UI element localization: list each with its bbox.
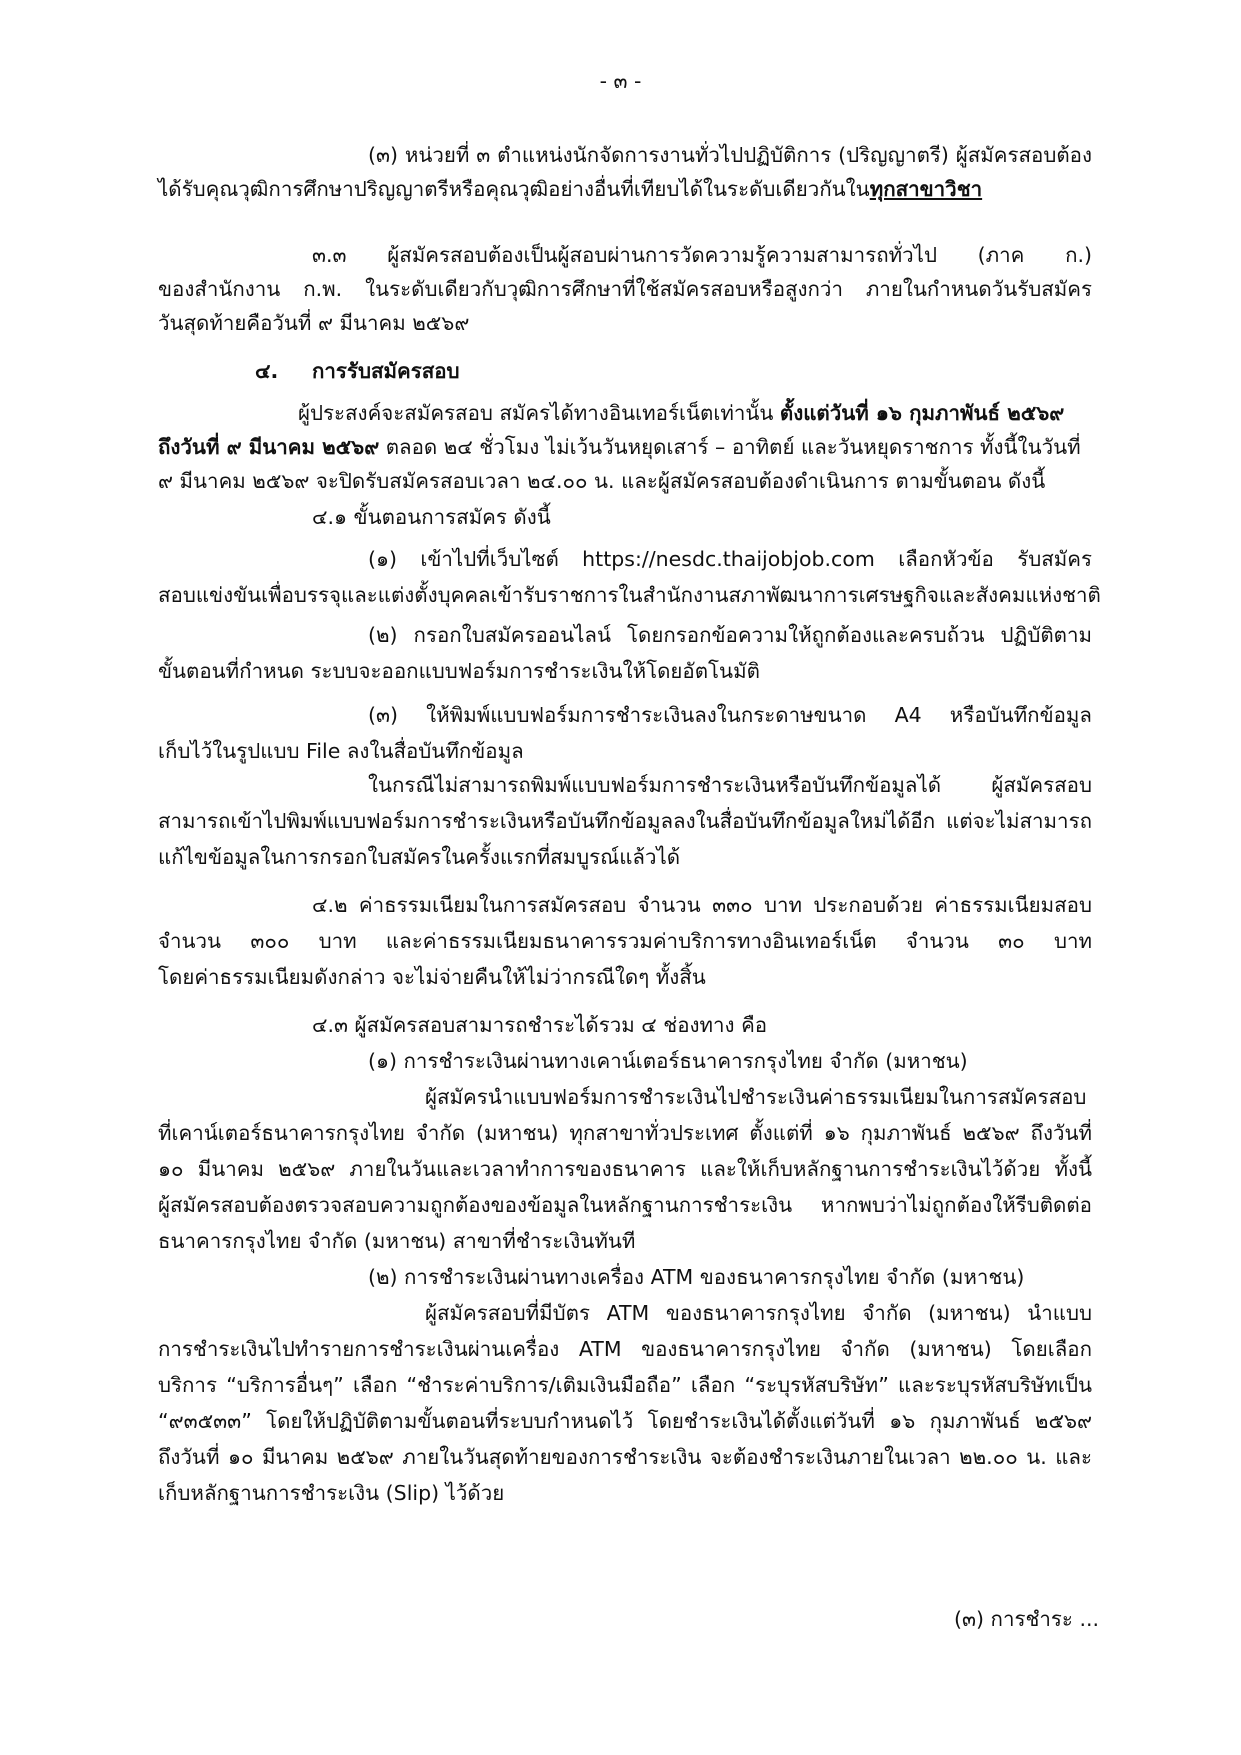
paragraph-line: ๑๐ มีนาคม ๒๕๖๙ ภายในวันและเวลาทำการของธนาคาร และให้เก็บหลักฐานการชำระเงินไว้ด้วย ทั้งนี้ — [158, 1157, 1092, 1181]
channel-title: (๑) การชำระเงินผ่านทางเคาน์เตอร์ธนาคารกรุงไทย จำกัด (มหาชน) — [368, 1049, 968, 1073]
paragraph-line: โดยค่าธรรมเนียมดังกล่าว จะไม่จ่ายคืนให้ไม่ว่ากรณีใดๆ ทั้งสิ้น — [158, 965, 706, 989]
bold-date: ถึงวันที่ ๙ มีนาคม ๒๕๖๙ — [158, 435, 380, 459]
paragraph-line: สอบแข่งขันเพื่อบรรจุและแต่งตั้งบุคคลเข้ารับราชการในสำนักงานสภาพัฒนาการเศรษฐกิจและสังคมแห่งชาติ — [158, 583, 1101, 607]
paragraph-line: เก็บไว้ในรูปแบบ File ลงในสื่อบันทึกข้อมูล — [158, 739, 524, 763]
paragraph-line: ขั้นตอนที่กำหนด ระบบจะออกแบบฟอร์มการชำระเงินให้โดยอัตโนมัติ — [158, 659, 760, 683]
section-number: ๔. — [255, 359, 279, 383]
paragraph-line: “๙๓๕๓๓” โดยให้ปฏิบัติตามขั้นตอนที่ระบบกำหนดไว้ โดยชำระเงินได้ตั้งแต่วันที่ ๑๖ กุมภาพันธ์ ๒๕๖๙ — [158, 1409, 1092, 1433]
paragraph-line: ผู้สมัครนำแบบฟอร์มการชำระเงินไปชำระเงินค่าธรรมเนียมในการสมัครสอบ — [425, 1085, 1087, 1109]
paragraph-line: ถึงวันที่ ๑๐ มีนาคม ๒๕๖๙ ภายในวันสุดท้ายของการชำระเงิน จะต้องชำระเงินภายในเวลา ๒๒.๐๐ น. และ — [158, 1445, 1092, 1469]
channel-title: (๒) การชำระเงินผ่านทางเครื่อง ATM ของธนาคารกรุงไทย จำกัด (มหาชน) — [368, 1265, 1025, 1289]
paragraph-line: ๔.๒ ค่าธรรมเนียมในการสมัครสอบ จำนวน ๓๓๐ บาท ประกอบด้วย ค่าธรรมเนียมสอบ — [312, 893, 1092, 917]
section-title: การรับสมัครสอบ — [312, 359, 460, 383]
paragraph-line: จำนวน ๓๐๐ บาท และค่าธรรมเนียมธนาคารรวมค่าบริการทางอินเทอร์เน็ต จำนวน ๓๐ บาท — [158, 929, 1092, 953]
paragraph-line — [158, 432, 1081, 462]
paragraph-line: ธนาคารกรุงไทย จำกัด (มหาชน) สาขาที่ชำระเงินทันที — [158, 1229, 636, 1253]
paragraph-line: ผู้สมัครสอบต้องตรวจสอบความถูกต้องของข้อมูลในหลักฐานการชำระเงิน หากพบว่าไม่ถูกต้องให้รีบติดต่อ — [158, 1193, 1092, 1217]
paragraph-line: สามารถเข้าไปพิมพ์แบบฟอร์มการชำระเงินหรือบันทึกข้อมูลลงในสื่อบันทึกข้อมูลใหม่ได้อีก แต่จะไม่สามารถ — [158, 809, 1092, 833]
underlined-emphasis: ทุกสาขาวิชา — [869, 177, 983, 201]
paragraph-line: ในกรณีไม่สามารถพิมพ์แบบฟอร์มการชำระเงินหรือบันทึกข้อมูลได้ ผู้สมัครสอบ — [368, 773, 1092, 797]
paragraph-text: ได้รับคุณวุฒิการศึกษาปริญญาตรีหรือคุณวุฒิอย่างอื่นที่เทียบได้ในระดับเดียวกันใน — [158, 177, 870, 201]
paragraph-line: ๙ มีนาคม ๒๕๖๙ จะปิดรับสมัครสอบเวลา ๒๔.๐๐ น. และผู้สมัครสอบต้องดำเนินการ ตามขั้นตอน ดังนี้ — [158, 469, 1046, 493]
paragraph-line: (๑) เข้าไปที่เว็บไซต์ https://nesdc.thaijobjob.com เลือกหัวข้อ รับสมัคร — [368, 547, 1092, 571]
paragraph-line: ของสำนักงาน ก.พ. ในระดับเดียวกับวุฒิการศึกษาที่ใช้สมัครสอบหรือสูงกว่า ภายในกำหนดวันรับสมัคร — [158, 277, 1092, 301]
paragraph-text: ตลอด ๒๔ ชั่วโมง ไม่เว้นวันหยุดเสาร์ – อาทิตย์ และวันหยุดราชการ ทั้งนี้ในวันที่ — [379, 435, 1081, 459]
paragraph-line: (๒) กรอกใบสมัครออนไลน์ โดยกรอกข้อความให้ถูกต้องและครบถ้วน ปฏิบัติตาม — [368, 623, 1092, 647]
paragraph-line: (๓) ให้พิมพ์แบบฟอร์มการชำระเงินลงในกระดาษขนาด A4 หรือบันทึกข้อมูล — [368, 703, 1092, 727]
bold-date: ตั้งแต่วันที่ ๑๖ กุมภาพันธ์ ๒๕๖๙ — [779, 401, 1065, 425]
paragraph-line: ที่เคาน์เตอร์ธนาคารกรุงไทย จำกัด (มหาชน) ทุกสาขาทั่วประเทศ ตั้งแต่ที่ ๑๖ กุมภาพันธ์ ๒๕๖๙ ถึงวันที่ — [158, 1121, 1092, 1145]
paragraph-text: ผู้ประสงค์จะสมัครสอบ สมัครได้ทางอินเทอร์เน็ตเท่านั้น — [298, 401, 780, 425]
paragraph-line: เก็บหลักฐานการชำระเงิน (Slip) ไว้ด้วย — [158, 1481, 505, 1505]
paragraph-line: ๓.๓ ผู้สมัครสอบต้องเป็นผู้สอบผ่านการวัดความรู้ความสามารถทั่วไป (ภาค ก.) — [312, 243, 1092, 267]
subsection-heading: ๔.๓ ผู้สมัครสอบสามารถชำระได้รวม ๔ ช่องทาง คือ — [312, 1013, 768, 1037]
paragraph-line: ผู้สมัครสอบที่มีบัตร ATM ของธนาคารกรุงไทย จำกัด (มหาชน) นำแบบ — [425, 1301, 1092, 1325]
continuation-marker: (๓) การชำระ ... — [954, 1607, 1099, 1631]
page-number: - ๓ - — [599, 69, 642, 93]
paragraph-line: แก้ไขข้อมูลในการกรอกใบสมัครในครั้งแรกที่สมบูรณ์แล้วได้ — [158, 845, 681, 869]
subsection-heading: ๔.๑ ขั้นตอนการสมัคร ดังนี้ — [312, 505, 551, 529]
paragraph-line — [158, 174, 982, 204]
paragraph-line: การชำระเงินไปทำรายการชำระเงินผ่านเครื่อง ATM ของธนาคารกรุงไทย จำกัด (มหาชน) โดยเลือก — [158, 1337, 1092, 1361]
paragraph-line: (๓) หน่วยที่ ๓ ตำแหน่งนักจัดการงานทั่วไปปฏิบัติการ (ปริญญาตรี) ผู้สมัครสอบต้อง — [368, 143, 1092, 167]
paragraph-line: บริการ “บริการอื่นๆ” เลือก “ชำระค่าบริการ/เติมเงินมือถือ” เลือก “ระบุรหัสบริษัท” และระบุรหัสบริษัทเป็น — [158, 1373, 1092, 1397]
paragraph-line — [298, 398, 1064, 428]
paragraph-line: วันสุดท้ายคือวันที่ ๙ มีนาคม ๒๕๖๙ — [158, 311, 470, 335]
